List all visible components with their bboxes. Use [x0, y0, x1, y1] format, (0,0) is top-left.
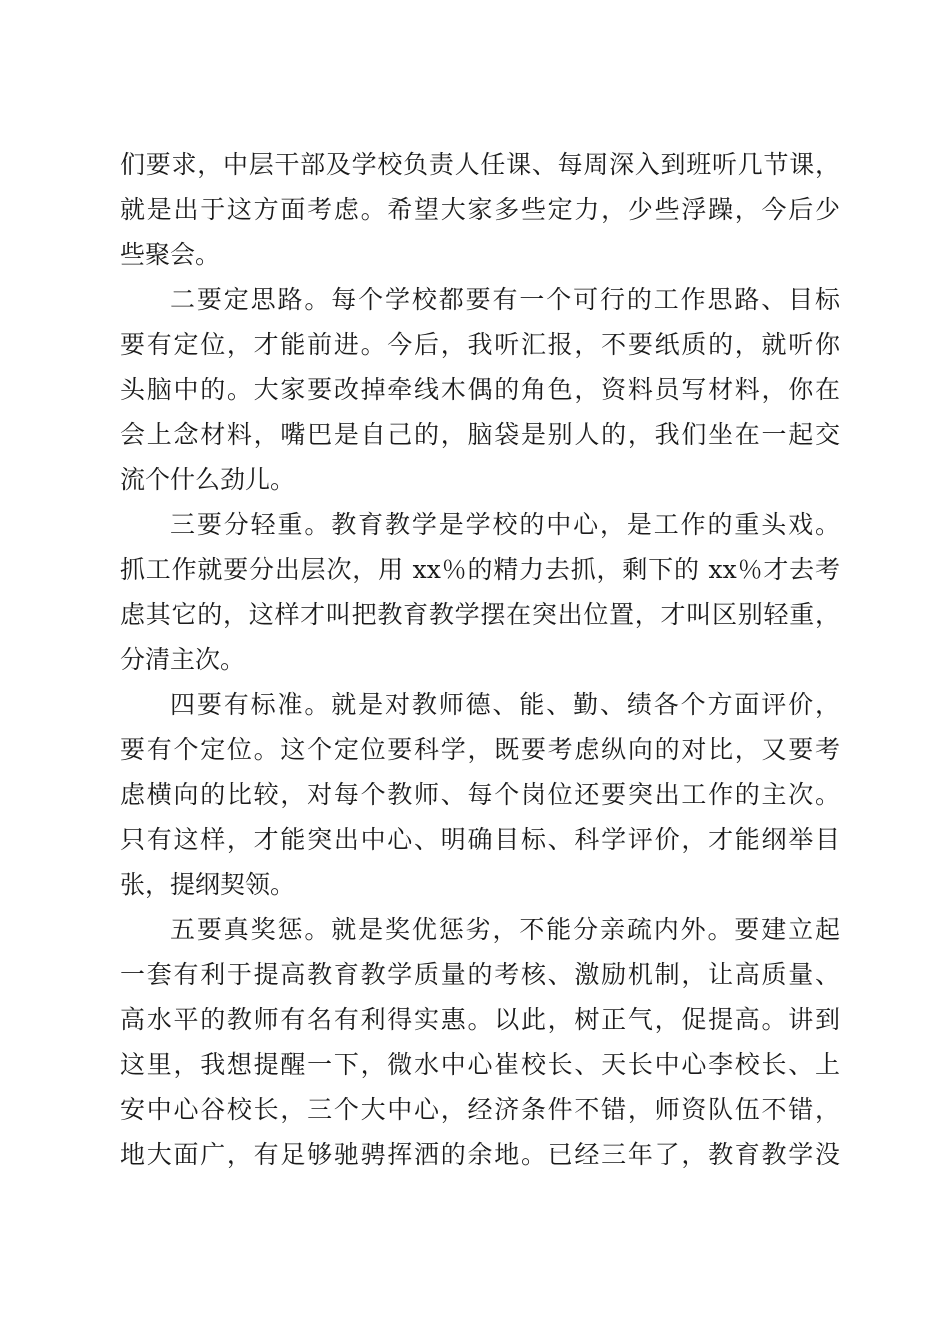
text-line: 们要求，中层干部及学校负责人任课、每周深入到班听几节课，	[120, 150, 840, 179]
paragraph-first-line: 二要定思路。每个学校都要有一个可行的工作思路、目标	[170, 285, 840, 314]
text-line: 这里，我想提醒一下，微水中心崔校长、天长中心李校长、上	[120, 1050, 840, 1079]
text-line: 只有这样，才能突出中心、明确目标、科学评价，才能纲举目	[120, 825, 840, 854]
text-line: 高水平的教师有名有利得实惠。以此，树正气，促提高。讲到	[120, 1005, 840, 1034]
text-line: 要有个定位。这个定位要科学，既要考虑纵向的对比，又要考	[120, 735, 840, 764]
text-line: 会上念材料，嘴巴是自己的，脑袋是别人的，我们坐在一起交	[120, 420, 840, 449]
text-line: 些聚会。	[120, 240, 221, 269]
text-line: 抓工作就要分出层次，用 xx％的精力去抓，剩下的 xx％才去考	[120, 555, 840, 584]
text-line: 一套有利于提高教育教学质量的考核、激励机制，让高质量、	[120, 960, 840, 989]
text-line: 流个什么劲儿。	[120, 465, 296, 494]
text-line: 虑横向的比较，对每个教师、每个岗位还要突出工作的主次。	[120, 780, 840, 809]
text-line: 头脑中的。大家要改掉牵线木偶的角色，资料员写材料，你在	[120, 375, 840, 404]
paragraph-first-line: 四要有标准。就是对教师德、能、勤、绩各个方面评价，	[170, 690, 840, 719]
paragraph-first-line: 五要真奖惩。就是奖优惩劣，不能分亲疏内外。要建立起	[170, 915, 840, 944]
text-line: 就是出于这方面考虑。希望大家多些定力，少些浮躁，今后少	[120, 195, 840, 224]
text-line: 分清主次。	[120, 645, 246, 674]
text-line: 地大面广，有足够驰骋挥洒的余地。已经三年了，教育教学没	[120, 1140, 840, 1169]
paragraph-first-line: 三要分轻重。教育教学是学校的中心，是工作的重头戏。	[170, 510, 840, 539]
text-line: 安中心谷校长，三个大中心，经济条件不错，师资队伍不错，	[120, 1095, 840, 1124]
document-body	[120, 142, 840, 1177]
text-line: 虑其它的，这样才叫把教育教学摆在突出位置，才叫区别轻重，	[120, 600, 840, 629]
text-line: 张，提纲契领。	[120, 870, 296, 899]
text-line: 要有定位，才能前进。今后，我听汇报，不要纸质的，就听你	[120, 330, 840, 359]
